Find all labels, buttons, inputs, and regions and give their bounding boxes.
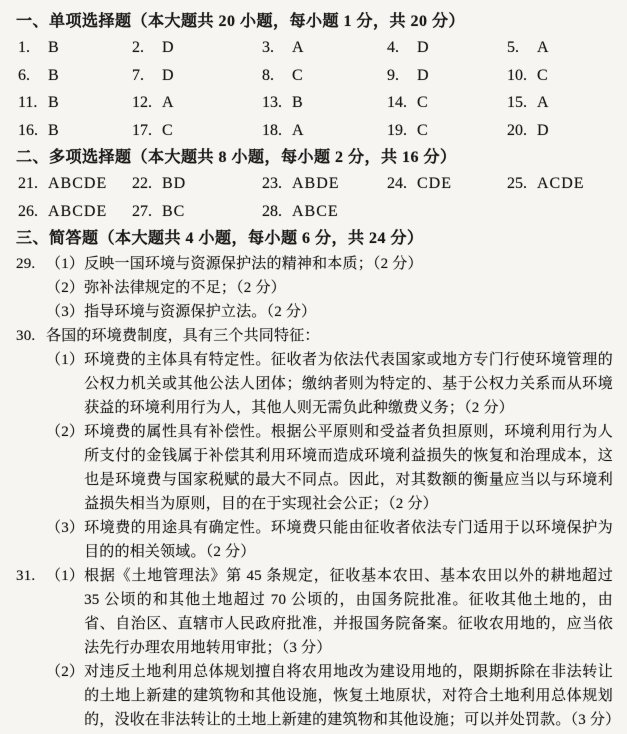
question-number: 10. [507,66,527,84]
answer-letters: B [48,66,60,84]
block-sub-label: （2） [46,424,85,440]
question-number: 3. [262,39,274,56]
question-number: 26. [18,202,38,220]
section-heading-short-answer: 三、简答题（本大题共 4 小题，每小题 6 分，共 24 分） [16,230,424,247]
block-sub-label: （2） [46,280,85,296]
question-number: 5. [507,39,519,56]
answer-block [16,324,613,348]
answer-item [132,117,262,145]
block-text: 环境费的属性具有补偿性。根据公平原则和受益者负担原则，环境利用行为人所支付的金钱属于补偿其利用环境而造成环境利益损失的恢复和治理成本，这也是环境费与国家税赋的最大不同点。因此，对其数额的衡量应当以与环境利益损失相当为原则，目的在于实现社会公正；（2 分） [84,424,613,512]
answer-item [132,170,262,198]
block-text: 根据《土地管理法》第 45 条规定，征收基本农田、基本农田以外的耕地超过 35 公顷的和其他土地超过 70 公顷的，由国务院批准。征收其他土地的，由省、自治区、直辖市人民政府批准，并报国务院备案。征收农用地的，应当依法先行办理农用地转用审批；（3 分） [84,568,613,656]
answer-block [16,276,613,300]
block-sub-label: （1） [46,568,85,584]
block-sub-label: （1） [46,256,85,272]
answer-letters: B [48,94,60,111]
answer-item [507,117,613,145]
block-sub-label: （2） [46,664,85,680]
block-number: 29. [16,256,36,272]
answer-letters: D [537,121,550,139]
answer-letters: C [162,121,174,139]
answer-item [387,170,507,198]
answer-item [387,62,507,90]
answer-letters: A [292,121,305,139]
answer-letters: B [292,94,304,111]
answer-item [507,34,613,62]
answer-item [262,198,387,226]
answer-block [16,300,613,324]
question-number: 6. [18,66,30,84]
answer-block [16,660,621,732]
answer-letters: ABCE [292,202,339,220]
answer-item [387,34,507,62]
answer-item [262,62,387,90]
answer-item [18,62,132,90]
answer-letters: D [417,66,430,84]
answer-letters: BD [162,175,187,192]
question-number: 13. [262,94,282,111]
answer-letters: C [537,66,549,84]
answer-block [16,564,613,660]
question-number: 14. [387,94,407,111]
block-text: 环境费的主体具有特定性。征收者为依法代表国家或地方专门行使环境管理的公权力机关或其他公法人团体；缴纳者则为特定的、基于公权力关系而从环境获益的环境利用行为人，其他人则无需负此种缴费义务；（2 分） [84,352,613,416]
question-number: 7. [132,66,144,84]
answer-block [16,420,613,516]
question-number: 23. [262,175,282,192]
block-sub-label: （3） [46,304,85,320]
answer-letters: D [417,39,430,56]
answer-item [18,117,132,145]
question-number: 16. [18,121,38,139]
question-number: 15. [507,94,527,111]
answer-letters: B [48,121,60,139]
section-heading-multi-choice: 二、多项选择题（本大题共 8 小题，每小题 2 分，共 16 分） [16,149,457,166]
block-text: 弥补法律规定的不足；（2 分） [84,280,286,296]
answer-letters: A [537,94,550,111]
single-choice-answer-grid [18,34,613,144]
question-number: 11. [18,94,38,111]
answer-item [262,117,387,145]
section-heading-single-choice: 一、单项选择题（本大题共 20 小题，每小题 1 分，共 20 分） [16,13,466,30]
answer-letters: A [292,39,305,56]
answer-item [387,117,507,145]
question-number: 28. [262,202,282,220]
answer-letters: A [162,94,175,111]
answer-item [262,170,387,198]
answer-letters: ABCDE [48,175,108,192]
answer-item [132,89,262,117]
block-text: 指导环境与资源保护立法。（2 分） [84,304,317,320]
answer-letters: A [537,39,550,56]
answer-letters: ACDE [537,175,585,192]
block-text: 反映一国环境与资源保护法的精神和本质；（2 分） [84,256,423,272]
answer-letters: D [162,66,175,84]
block-text: 环境费的用途具有确定性。环境费只能由征收者依法专门适用于以环境保护为目的的相关领域。（2 分） [84,520,613,560]
question-number: 18. [262,121,282,139]
answer-item [262,89,387,117]
block-sub-label: （1） [46,352,85,368]
question-number: 25. [507,175,527,192]
answer-letters: B [48,39,60,56]
answer-item [18,89,132,117]
answer-letters: C [417,94,429,111]
question-number: 24. [387,175,407,192]
question-number: 21. [18,175,38,192]
question-number: 8. [262,66,274,84]
question-number: 9. [387,66,399,84]
answer-item [132,62,262,90]
answer-item [132,198,262,226]
answer-block [16,516,613,564]
answer-block [16,348,613,420]
question-number: 4. [387,39,399,56]
answer-block [16,252,613,276]
short-answer-items [16,252,621,732]
question-number: 2. [132,39,144,56]
question-number: 17. [132,121,152,139]
answer-item [507,62,613,90]
answer-item [18,198,132,226]
multi-choice-answer-grid [18,170,613,225]
answer-letters: BC [162,202,186,220]
answer-item [507,89,613,117]
answer-letters: ABDE [292,175,340,192]
question-number: 20. [507,121,527,139]
answer-item [132,34,262,62]
answer-item [18,34,132,62]
question-number: 27. [132,202,152,220]
block-number: 31. [16,568,36,584]
answer-letters: C [292,66,304,84]
question-number: 19. [387,121,407,139]
block-text: 对违反土地利用总体规划擅自将农用地改为建设用地的，限期拆除在非法转让的土地上新建的建筑物和其他设施，恢复土地原状，对符合土地利用总体规划的，没收在非法转让的土地上新建的建筑物和其他设施；可以并处罚款。（3 分） [84,664,621,728]
question-number: 1. [18,39,30,56]
answer-letters: C [417,121,429,139]
question-number: 12. [132,94,152,111]
block-sub-label: （3） [46,520,85,536]
answer-letters: ABCDE [48,202,108,220]
question-number: 22. [132,175,152,192]
block-text: 各国的环境费制度，具有三个共同特征： [46,328,320,344]
answer-item [507,170,613,198]
answer-item [18,170,132,198]
answer-letters: D [162,39,175,56]
answer-item [262,34,387,62]
answer-item [387,89,507,117]
block-number: 30. [16,328,36,344]
answer-letters: CDE [417,175,452,192]
